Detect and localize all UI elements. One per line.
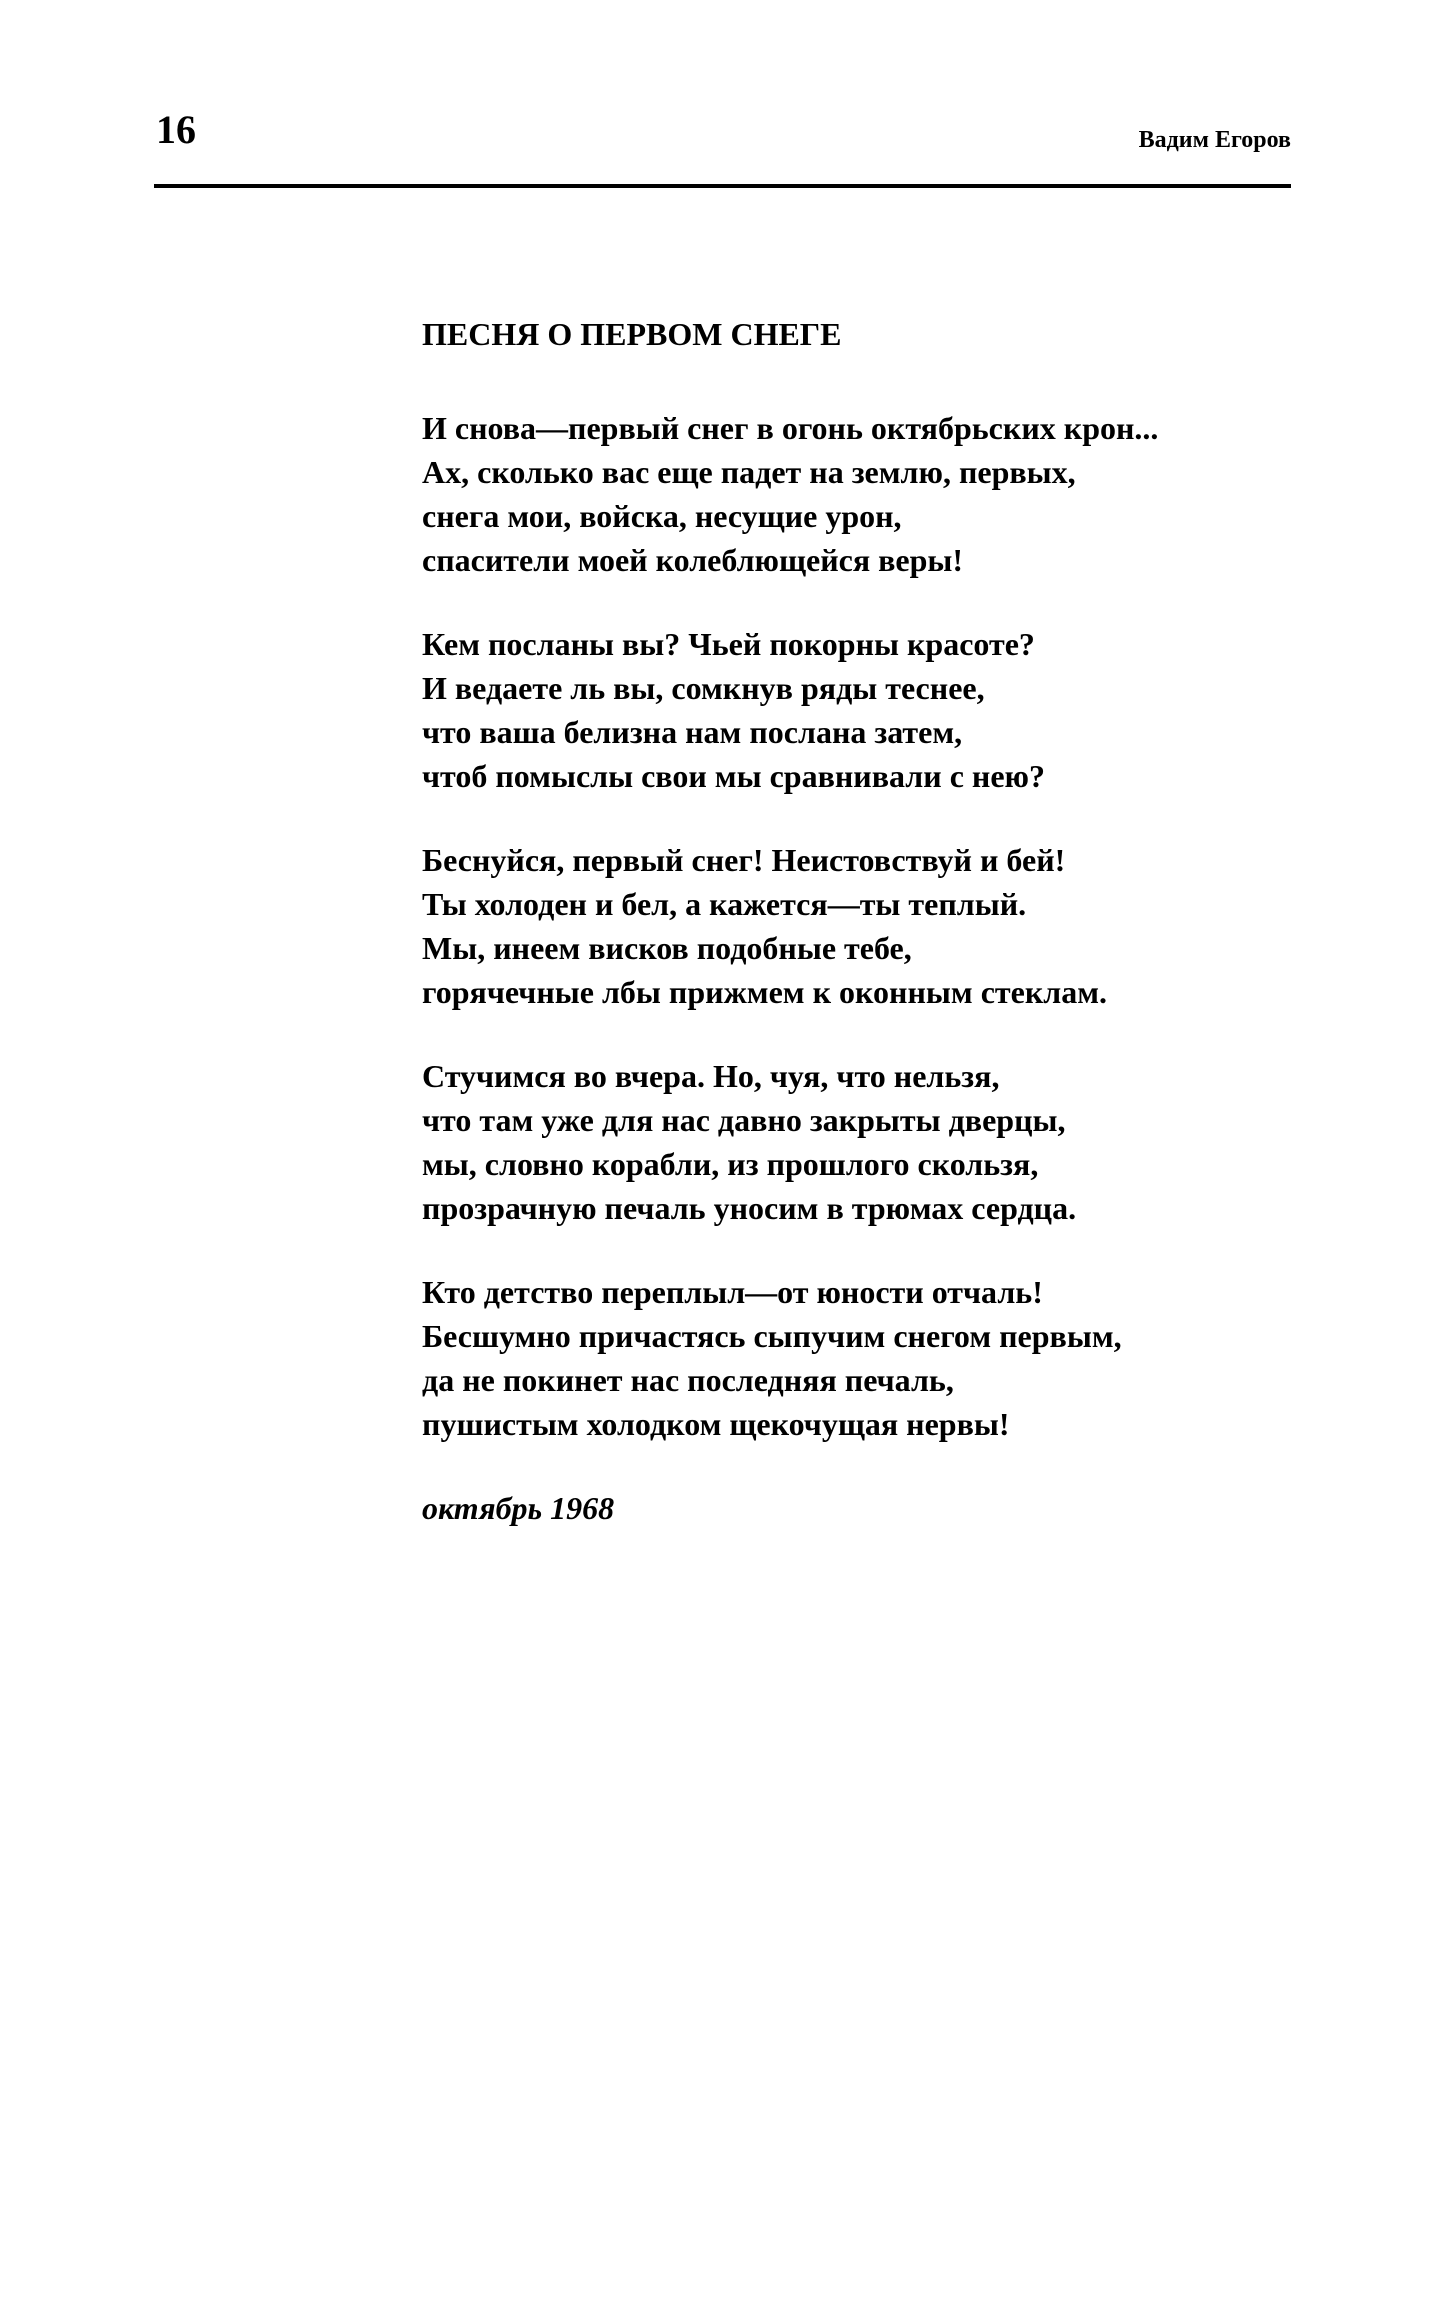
stanza-5 xyxy=(422,1270,1322,1446)
page-number: 16 xyxy=(156,107,196,152)
stanza-2 xyxy=(422,622,1322,798)
poem-line: Кто детство переплыл—от юности отчаль! xyxy=(422,1274,1043,1310)
poem-line: И ведаете ль вы, сомкнув ряды теснее, xyxy=(422,670,985,706)
poem-line: да не покинет нас последняя печаль, xyxy=(422,1362,954,1398)
stanza-3 xyxy=(422,838,1322,1014)
poem-title: ПЕСНЯ О ПЕРВОМ СНЕГЕ xyxy=(422,316,842,352)
poem-line: что ваша белизна нам послана затем, xyxy=(422,714,963,750)
header-rule xyxy=(154,184,1291,188)
poem-line: Беснуйся, первый снег! Неистовствуй и бей! xyxy=(422,842,1066,878)
poem-line: что там уже для нас давно закрыты дверцы, xyxy=(422,1102,1066,1138)
poem-line: Ты холоден и бел, а кажется—ты теплый. xyxy=(422,886,1027,922)
poem-line: чтоб помыслы свои мы сравнивали с нею? xyxy=(422,758,1045,794)
poem-line: спасители моей колеблющейся веры! xyxy=(422,542,964,578)
poem-line: прозрачную печаль уносим в трюмах сердца. xyxy=(422,1190,1077,1226)
poem-line: И снова—первый снег в огонь октябрьских крон... xyxy=(422,410,1159,446)
poem-line: Ах, сколько вас еще падет на землю, первых, xyxy=(422,454,1076,490)
poem xyxy=(422,314,1322,1530)
poem-line: горячечные лбы прижмем к оконным стеклам. xyxy=(422,974,1107,1010)
poem-line: Кем посланы вы? Чьей покорны красоте? xyxy=(422,626,1035,662)
poem-line: мы, словно корабли, из прошлого скользя, xyxy=(422,1146,1039,1182)
poem-line: Мы, инеем висков подобные тебе, xyxy=(422,930,912,966)
poem-date: октябрь 1968 xyxy=(422,1490,615,1526)
stanza-4 xyxy=(422,1054,1322,1230)
poem-line: Стучимся во вчера. Но, чуя, что нельзя, xyxy=(422,1058,1000,1094)
stanza-1 xyxy=(422,406,1322,582)
poem-line: Бесшумно причастясь сыпучим снегом первым, xyxy=(422,1318,1122,1354)
poem-line: снега мои, войска, несущие урон, xyxy=(422,498,902,534)
poem-line: пушистым холодком щекочущая нервы! xyxy=(422,1406,1010,1442)
running-head-author: Вадим Егоров xyxy=(1138,127,1291,153)
